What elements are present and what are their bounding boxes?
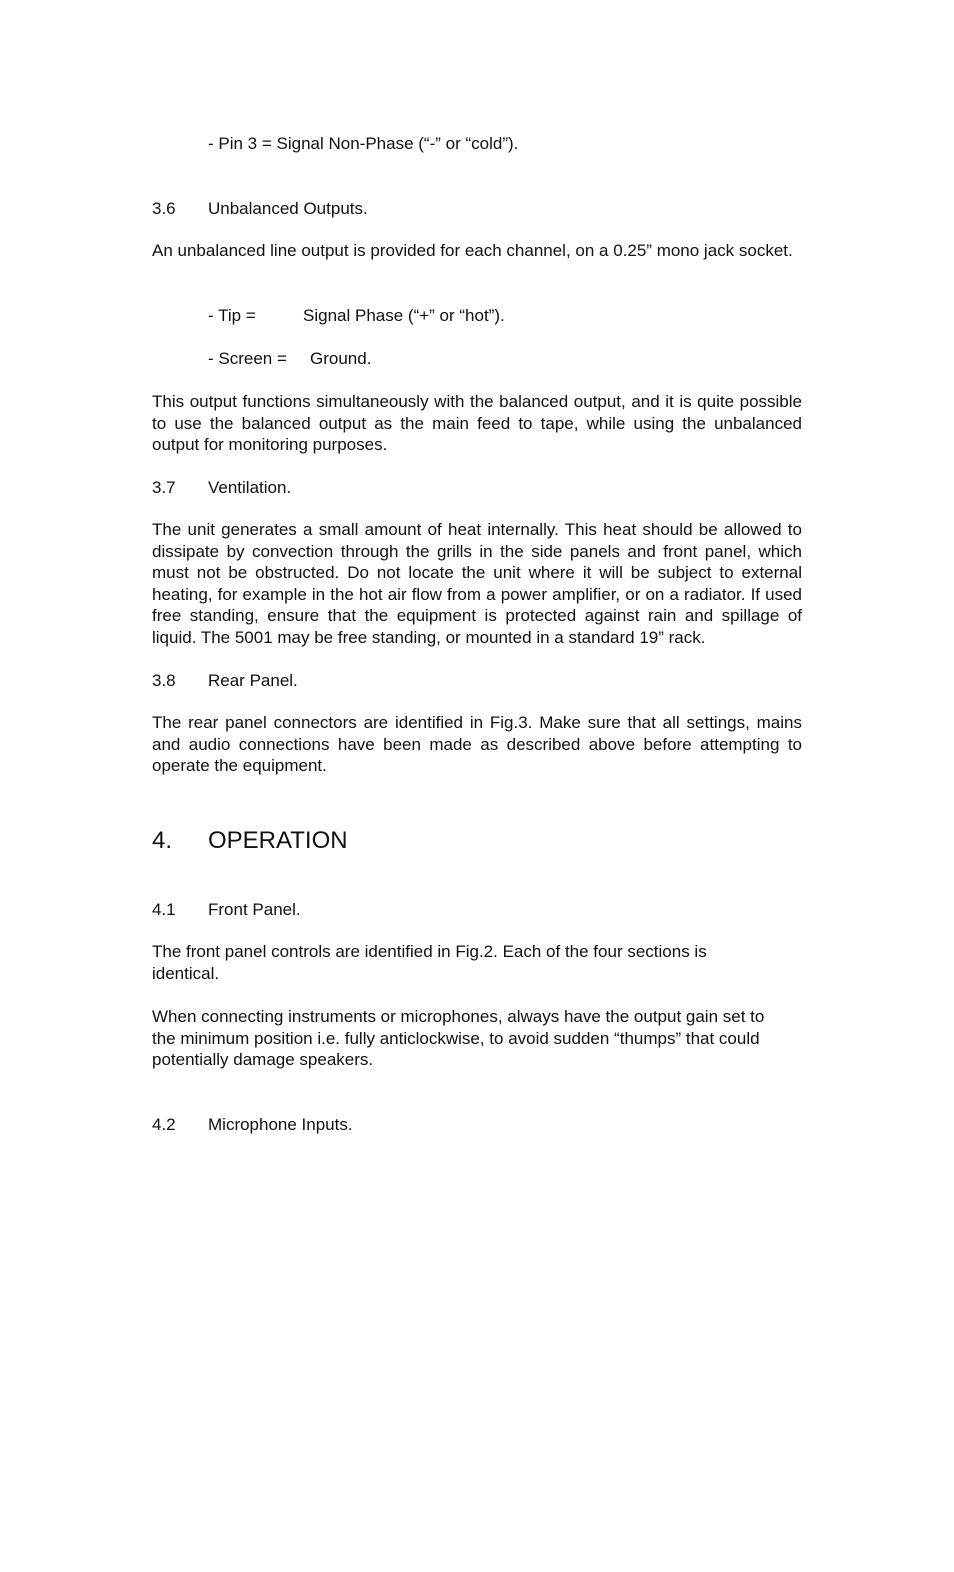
section-number: 4.2 (152, 1115, 176, 1134)
section-title: Microphone Inputs. (208, 1115, 353, 1134)
tip-line (208, 305, 505, 327)
section-4-1-heading (152, 899, 301, 921)
section-4-1-body-1: The front panel controls are identified in Fig.2. Each of the four sections is identical. (152, 942, 707, 983)
section-4-2-heading (152, 1114, 353, 1136)
tip-value: Signal Phase (“+” or “hot”). (303, 306, 505, 325)
screen-value: Ground. (310, 349, 372, 368)
section-title: Front Panel. (208, 900, 301, 919)
section-number: 4.1 (152, 900, 176, 919)
section-title: Unbalanced Outputs. (208, 199, 368, 218)
section-number: 3.6 (152, 199, 176, 218)
section-number: 4. (152, 827, 173, 854)
section-3-8-body: The rear panel connectors are identified in Fig.3. Make sure that all settings, mains and audio connections have been made as described above before attempting to operate the equipment. (152, 713, 802, 775)
section-title: Ventilation. (208, 478, 292, 497)
tip-label: - Tip = (208, 306, 256, 325)
section-3-7-heading (152, 477, 291, 499)
section-4-1-body-2: When connecting instruments or microphones, always have the output gain set to the minimum position i.e. fully anticlockwise, to avoid sudden “thumps” that could potentially damage speakers. (152, 1007, 765, 1069)
section-number: 3.8 (152, 671, 176, 690)
screen-label: - Screen = (208, 349, 287, 368)
section-title: Rear Panel. (208, 671, 298, 690)
section-3-6-body: This output functions simultaneously with the balanced output, and it is quite possible to use the balanced output as the main feed to tape, while using the unbalanced output for monitoring purposes. (152, 392, 802, 454)
screen-line (208, 348, 371, 370)
section-number: 3.7 (152, 478, 176, 497)
section-4-heading (152, 827, 348, 855)
section-3-7-body: The unit generates a small amount of heat internally. This heat should be allowed to dissipate by convection through the grills in the side panels and front panel, which must not be obstructed. Do not locate the unit where it will be subject to external heating, for example in the hot air flow from a power amplifier, or on a radiator. If used free standing, ensure that the equipment is protected against rain and spillage of liquid. The 5001 may be free standing, or mounted in a standard 19” rack. (152, 520, 802, 647)
pin3-line: - Pin 3 = Signal Non-Phase (“-” or “cold”). (208, 134, 519, 153)
section-3-6-intro: An unbalanced line output is provided for each channel, on a 0.25” mono jack socket. (152, 241, 793, 260)
section-title: OPERATION (208, 827, 348, 854)
section-3-8-heading (152, 670, 298, 692)
section-3-6-heading (152, 198, 368, 220)
